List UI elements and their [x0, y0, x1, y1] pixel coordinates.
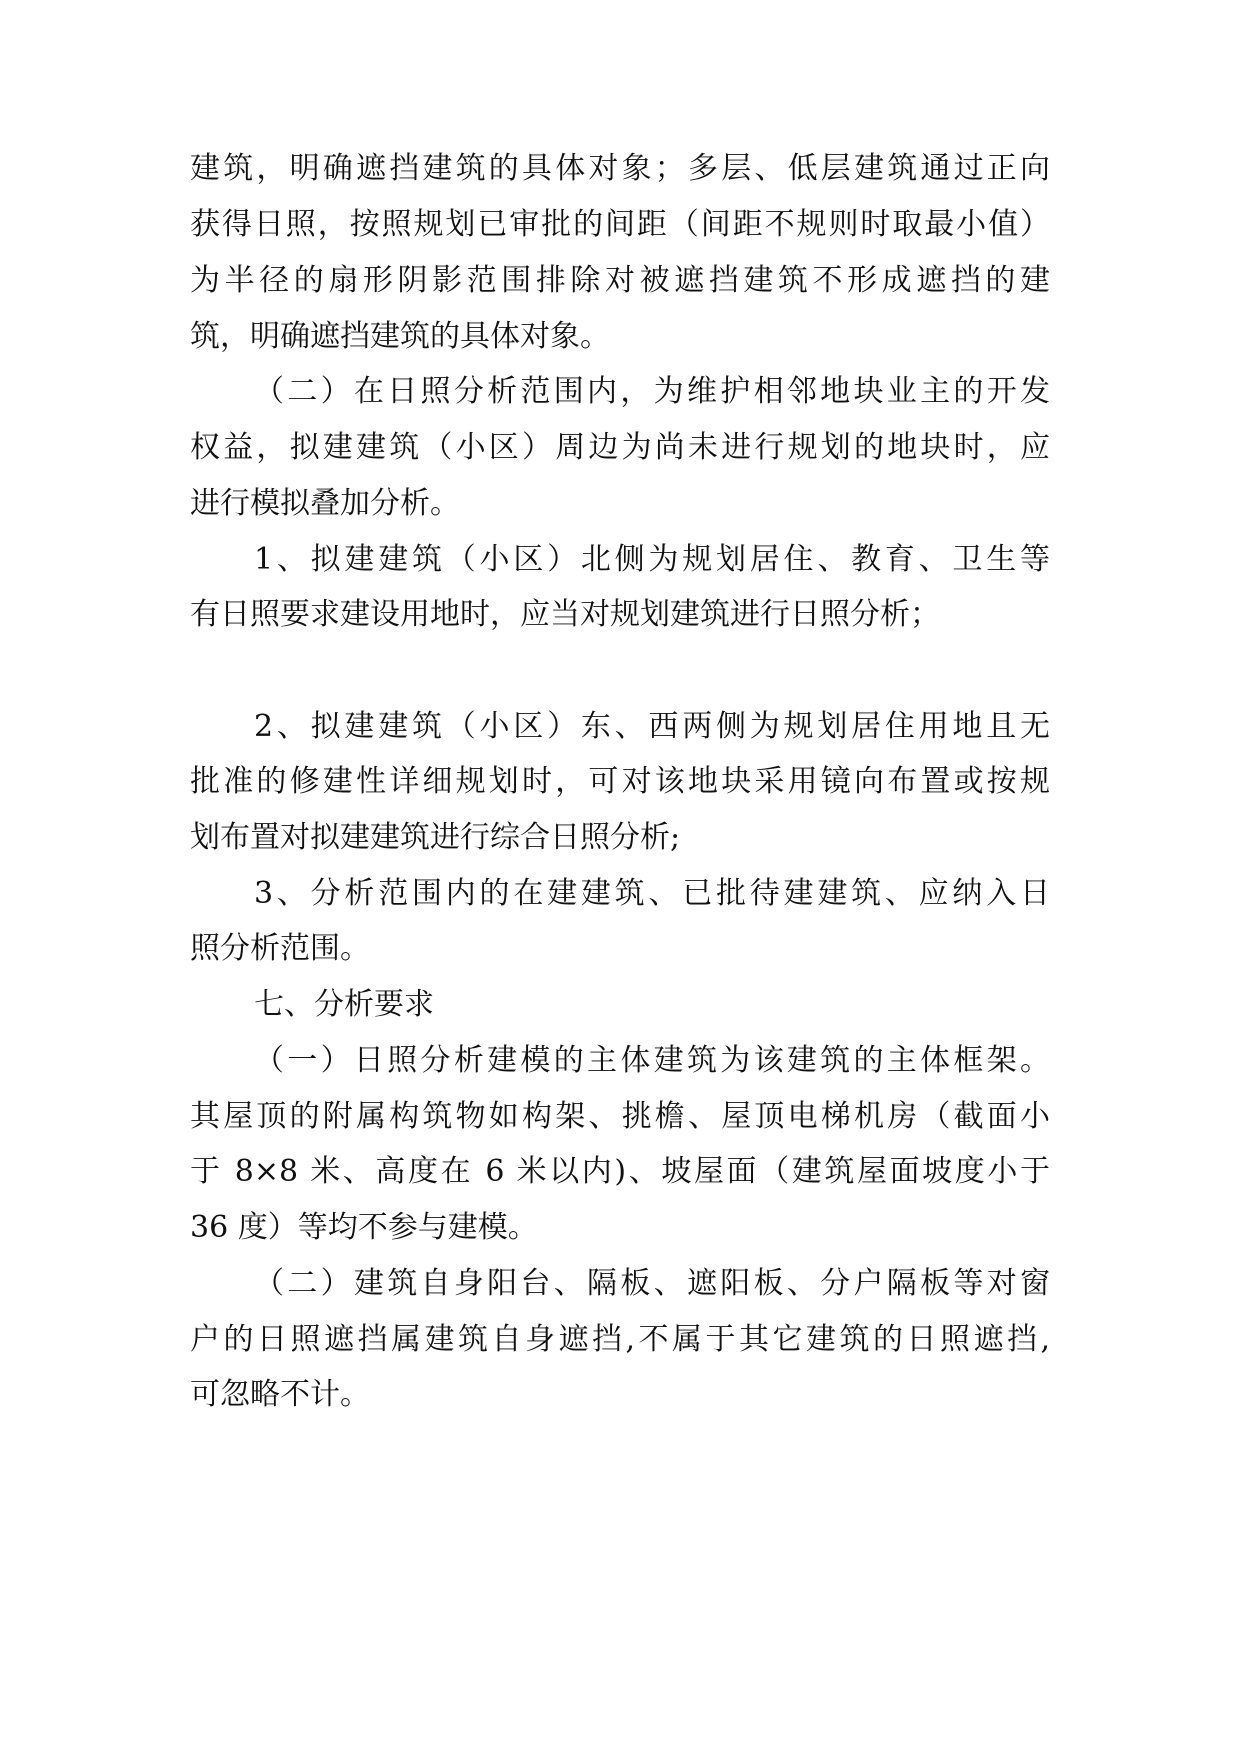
text-line: 建筑，明确遮挡建筑的具体对象；多层、低层建筑通过正向: [190, 151, 1050, 186]
text-line: 批准的修建性详细规划时，可对该地块采用镜向布置或按规: [190, 764, 1050, 799]
text-line: 1、拟建建筑（小区）北侧为规划居住、教育、卫生等: [254, 542, 1050, 577]
text-line: 划布置对拟建建筑进行综合日照分析;: [190, 820, 681, 855]
text-line: 户的日照遮挡属建筑自身遮挡,不属于其它建筑的日照遮挡,: [190, 1322, 1050, 1357]
text-line: 可忽略不计。: [190, 1377, 370, 1412]
text-line: （二）建筑自身阳台、隔板、遮阳板、分户隔板等对窗: [254, 1266, 1050, 1301]
text-line: 于 8×8 米、高度在 6 米以内)、坡屋面（建筑屋面坡度小于: [190, 1154, 1050, 1189]
text-line: 有日照要求建设用地时，应当对规划建筑进行日照分析；: [190, 597, 940, 632]
text-line: 筑，明确遮挡建筑的具体对象。: [190, 319, 610, 354]
text-line: 照分析范围。: [190, 931, 370, 966]
text-line: 其屋顶的附属构筑物如构架、挑檐、屋顶电梯机房（截面小: [190, 1099, 1050, 1134]
text-line: 3、分析范围内的在建建筑、已批待建建筑、应纳入日: [254, 876, 1050, 911]
text-line: 进行模拟叠加分析。: [190, 486, 460, 521]
text-line: 36 度）等均不参与建模。: [190, 1210, 538, 1245]
text-line: 为半径的扇形阴影范围排除对被遮挡建筑不形成遮挡的建: [190, 263, 1050, 298]
text-line: （一）日照分析建模的主体建筑为该建筑的主体框架。: [254, 1043, 1050, 1078]
text-line: 2、拟建建筑（小区）东、西两侧为规划居住用地且无: [254, 709, 1050, 744]
section-heading: 七、分析要求: [254, 987, 434, 1022]
text-line: （二）在日照分析范围内，为维护相邻地块业主的开发: [254, 374, 1050, 409]
text-line: 权益，拟建建筑（小区）周边为尚未进行规划的地块时，应: [190, 430, 1050, 465]
text-line: 获得日照，按照规划已审批的间距（间距不规则时取最小值）: [190, 207, 1050, 242]
